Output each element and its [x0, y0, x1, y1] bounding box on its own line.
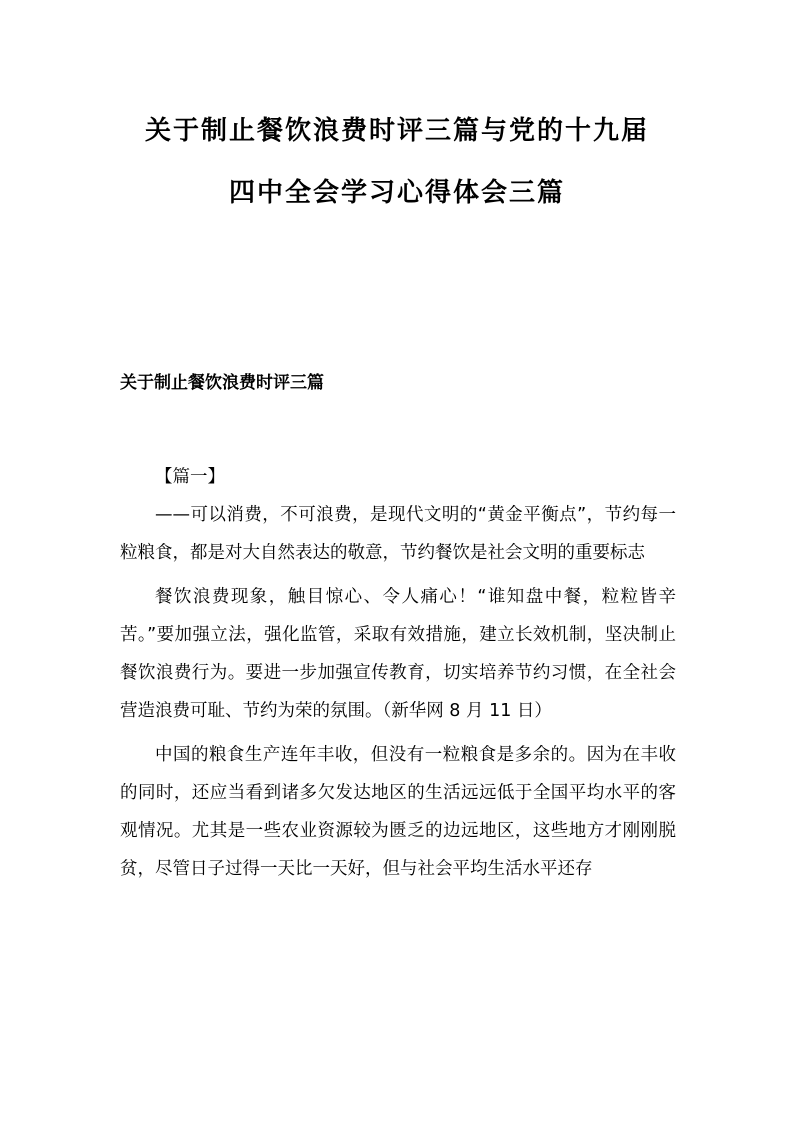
paragraph-1: ——可以消费，不可浪费，是现代文明的“黄金平衡点”，节约每一粒粮食，都是对大自然表达的敬意，节约餐饮是社会文明的重要标志	[120, 505, 676, 563]
document-title-line-1: 关于制止餐饮浪费时评三篇与党的十九届	[144, 116, 649, 146]
document-title-line-2: 四中全会学习心得体会三篇	[228, 178, 565, 208]
part-label: 【篇一】	[155, 467, 225, 487]
article-body	[120, 458, 676, 894]
paragraph-3: 中国的粮食生产连年丰收，但没有一粒粮食是多余的。因为在丰收的同时，还应当看到诸多欠发达地区的生活远远低于全国平均水平的客观情况。尤其是一些农业资源较为匮乏的边远地区，这些地方才刚刚脱贫，尽管日子过得一天比一天好，但与社会平均生活水平还存	[120, 745, 676, 879]
section-heading: 关于制止餐饮浪费时评三篇	[120, 373, 324, 393]
paragraph-2: 餐饮浪费现象，触目惊心、令人痛心！“谁知盘中餐，粒粒皆辛苦。”要加强立法，强化监管，采取有效措施，建立长效机制，坚决制止餐饮浪费行为。要进一步加强宣传教育，切实培养节约习惯，在全社会营造浪费可耻、节约为荣的氛围。（新华网 8 月 11 日）	[120, 587, 676, 721]
